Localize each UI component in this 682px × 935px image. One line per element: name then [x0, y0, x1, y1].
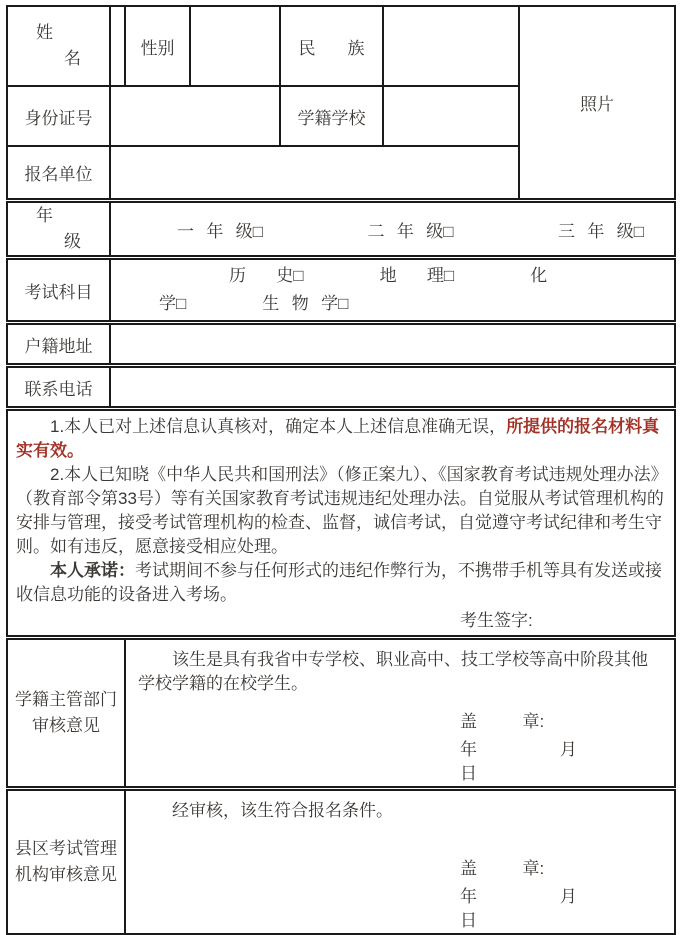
phone-table	[6, 366, 676, 408]
school-review-label-line1: 学籍主管部门	[15, 690, 117, 709]
school-review-label	[8, 687, 124, 739]
exam-registration-form	[6, 5, 676, 935]
school-review-seal-line: 盖 章:	[460, 712, 545, 731]
county-review-date-line: 年 月 日	[460, 887, 577, 930]
grade-label	[8, 203, 109, 255]
declaration-promise-label: 本人承诺：	[50, 561, 135, 580]
address-table	[6, 323, 676, 365]
photo-box	[519, 6, 675, 199]
declaration-paragraph-3	[16, 559, 666, 607]
subjects-label-cell: 考试科目	[7, 259, 110, 321]
county-review-statement: 经审核，该生符合报名条件。	[172, 801, 393, 820]
subjects-options-cell	[110, 259, 675, 321]
ethnicity-value-cell	[383, 6, 519, 86]
ethnicity-label-cell: 民 族	[280, 6, 383, 86]
grade-option-1-checkbox: 一 年 级□	[177, 221, 264, 241]
school-review-label-line2: 审核意见	[32, 716, 100, 735]
id-number-value-cell	[110, 86, 280, 146]
grade-options-cell	[110, 202, 675, 256]
subject-biology-checkbox: 生 物 学□	[262, 294, 349, 313]
phone-value-cell	[110, 367, 675, 407]
declaration-paragraph-1	[16, 415, 666, 463]
school-label-cell: 学籍学校	[280, 86, 383, 146]
subjects-line1	[111, 262, 674, 290]
school-review-content-cell	[125, 639, 675, 787]
name-label	[8, 20, 109, 72]
school-review-date-line: 年 月 日	[460, 740, 577, 783]
name-label-cell	[7, 6, 110, 86]
reg-unit-label-cell: 报名单位	[7, 146, 110, 199]
county-review-label-cell	[7, 790, 125, 934]
subject-chemistry-part1: 化	[530, 266, 548, 285]
county-review-seal-line: 盖 章:	[460, 859, 545, 878]
school-review-statement: 该生是具有我省中专学校、职业高中、技工学校等高中阶段其他学校学籍的在校学生。	[138, 650, 648, 693]
school-value-cell	[383, 86, 519, 146]
gender-value-cell	[190, 6, 280, 86]
school-review-label-cell	[7, 639, 125, 787]
declaration-table	[6, 409, 676, 637]
declaration-cell	[7, 410, 675, 636]
declaration-paragraph-2: 2.本人已知晓《中华人民共和国刑法》（修正案九）、《国家教育考试违规处理办法》（教育部令第33号）等有关国家教育考试违规违纪处理办法。自觉服从考试管理机构的安排与管理，接受考试管理机构的检查、监督，诚信考试，自觉遵守考试纪律和考生守则。如有违反，愿意接受相应处理。	[16, 465, 664, 556]
grade-label-line2: 级	[64, 232, 81, 251]
subjects-table	[6, 258, 676, 322]
subjects-line2	[111, 290, 674, 318]
name-label-line2: 名	[64, 49, 81, 68]
gender-label-cell: 性别	[125, 6, 190, 86]
grade-options	[111, 217, 674, 242]
county-review-label-line2: 机构审核意见	[15, 865, 117, 884]
grade-option-3-checkbox: 三 年 级□	[557, 221, 644, 241]
grade-label-line1: 年	[36, 206, 53, 225]
personal-info-table	[6, 5, 676, 200]
subject-history-checkbox: 历 史□	[229, 266, 304, 285]
reg-unit-value-cell	[110, 146, 519, 199]
address-label-cell: 户籍地址	[7, 324, 110, 364]
candidate-signature-label: 考生签字:	[460, 611, 533, 630]
declaration-p1-emphasis: 所提供的报名材料真实有效。	[16, 417, 660, 460]
address-value-cell	[110, 324, 675, 364]
grade-table	[6, 201, 676, 257]
declaration-p3-text: 考试期间不参与任何形式的违纪作弊行为，不携带手机等具有发送或接收信息功能的设备进入考场。	[16, 561, 662, 604]
grade-label-cell	[7, 202, 110, 256]
declaration-p1-text: 1.本人已对上述信息认真核对，确定本人上述信息准确无误，	[50, 417, 507, 436]
subject-geography-checkbox: 地 理□	[379, 266, 455, 285]
name-label-line1: 姓	[36, 23, 53, 42]
id-number-label-cell: 身份证号	[7, 86, 110, 146]
spacer-cell	[110, 6, 125, 86]
subject-chemistry-part2-checkbox: 学□	[159, 294, 187, 313]
county-review-label-line1: 县区考试管理	[15, 839, 117, 858]
school-review-table	[6, 638, 676, 788]
phone-label-cell: 联系电话	[7, 367, 110, 407]
grade-option-2-checkbox: 二 年 级□	[367, 221, 454, 241]
county-review-label	[8, 836, 124, 888]
county-review-content-cell	[125, 790, 675, 934]
photo-label: 照片	[580, 95, 614, 114]
county-review-table	[6, 789, 676, 935]
subjects-options	[111, 260, 674, 320]
